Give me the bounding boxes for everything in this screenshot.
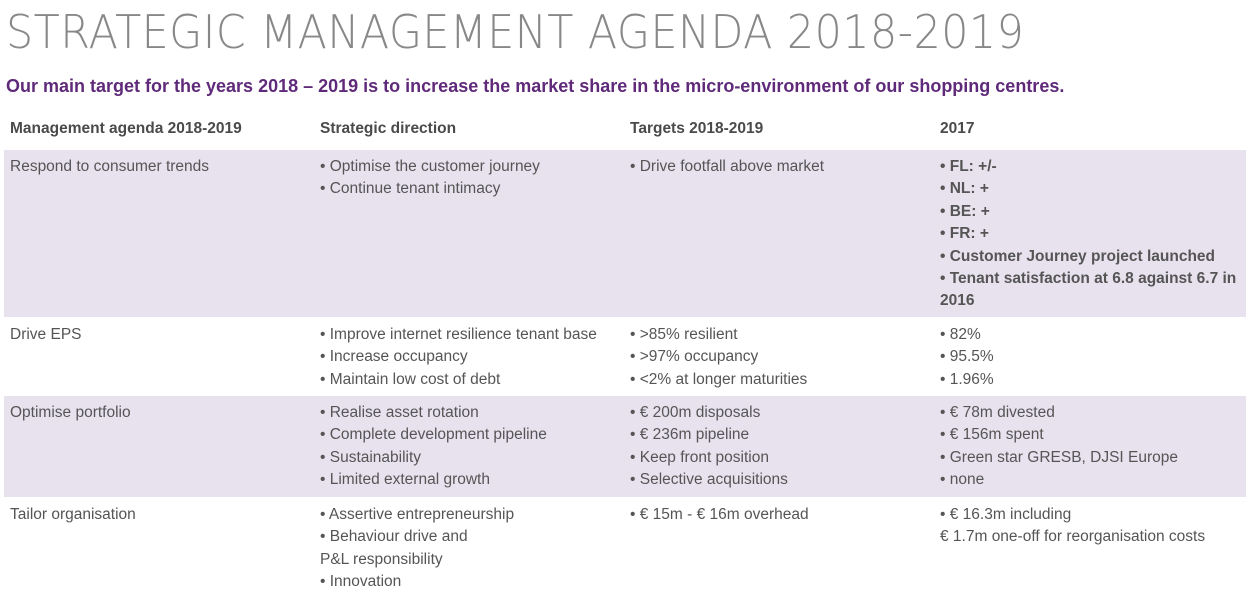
list-item: P&L responsibility — [320, 550, 443, 568]
table-header — [4, 120, 1246, 148]
list-item: • € 200m disposals — [630, 404, 761, 421]
list-item: • Realise asset rotation — [320, 404, 479, 421]
list-item: • Selective acquisitions — [630, 471, 788, 489]
list-item: • 1.96% — [940, 370, 994, 388]
list-item: • Complete development pipeline — [320, 426, 547, 444]
row-targets — [630, 504, 935, 526]
row-targets — [630, 324, 935, 391]
list-item: • FR: + — [940, 225, 989, 243]
page-subtitle: Our main target for the years 2018 – 2019 is to increase the market share in the micro-environment of our shopping centres. — [6, 76, 1065, 96]
list-item: • BE: + — [940, 202, 990, 220]
row-targets — [630, 402, 935, 492]
list-item: • Tenant satisfaction at 6.8 against 6.7 in 2016 — [940, 270, 1237, 310]
list-item: • € 236m pipeline — [630, 426, 750, 444]
list-item: • Increase occupancy — [320, 348, 468, 366]
row-agenda: Drive EPS — [10, 326, 82, 343]
list-item: • <2% at longer maturities — [630, 370, 808, 388]
list-item: • Customer Journey project launched — [940, 247, 1216, 265]
row-targets — [630, 156, 935, 178]
list-item: • 82% — [940, 326, 981, 343]
table-row — [4, 150, 1246, 317]
header-targets: Targets 2018-2019 — [630, 120, 764, 137]
list-item: € 1.7m one-off for reorganisation costs — [940, 528, 1206, 546]
row-2017 — [940, 402, 1246, 492]
row-direction — [320, 402, 625, 492]
row-direction — [320, 324, 625, 391]
table-row — [4, 318, 1246, 395]
list-item: • Maintain low cost of debt — [320, 370, 501, 388]
list-item: • Continue tenant intimacy — [320, 180, 501, 198]
list-item: • none — [940, 471, 985, 489]
list-item: • Drive footfall above market — [630, 158, 825, 175]
table-row — [4, 396, 1246, 497]
header-management-agenda: Management agenda 2018-2019 — [10, 120, 242, 137]
list-item: • Assertive entrepreneurship — [320, 506, 515, 523]
list-item: • € 16.3m including — [940, 506, 1072, 523]
list-item: • € 78m divested — [940, 404, 1055, 421]
list-item: • Green star GRESB, DJSI Europe — [940, 448, 1179, 466]
list-item: • € 156m spent — [940, 426, 1044, 444]
list-item: • Improve internet resilience tenant base — [320, 326, 597, 343]
row-2017 — [940, 156, 1246, 313]
header-2017: 2017 — [940, 120, 975, 137]
row-agenda: Optimise portfolio — [10, 404, 131, 421]
list-item: • Sustainability — [320, 448, 422, 466]
list-item: • € 15m - € 16m overhead — [630, 506, 809, 523]
row-2017 — [940, 504, 1246, 549]
list-item: • FL: +/- — [940, 158, 997, 175]
row-direction — [320, 504, 625, 594]
row-2017 — [940, 324, 1246, 391]
list-item: • Optimise the customer journey — [320, 158, 540, 175]
list-item: • Keep front position — [630, 448, 769, 466]
row-agenda: Tailor organisation — [10, 506, 136, 523]
table-row — [4, 498, 1246, 594]
list-item: • >85% resilient — [630, 326, 738, 343]
list-item: • NL: + — [940, 180, 989, 198]
list-item: • Behaviour drive and — [320, 528, 468, 546]
list-item: • Limited external growth — [320, 471, 490, 489]
page-title: STRATEGIC MANAGEMENT AGENDA 2018-2019 — [6, 5, 1025, 59]
row-direction — [320, 156, 625, 201]
row-agenda: Respond to consumer trends — [10, 158, 210, 175]
list-item: • 95.5% — [940, 348, 994, 366]
list-item: • Innovation — [320, 573, 402, 591]
list-item: • >97% occupancy — [630, 348, 759, 366]
header-strategic-direction: Strategic direction — [320, 120, 457, 137]
